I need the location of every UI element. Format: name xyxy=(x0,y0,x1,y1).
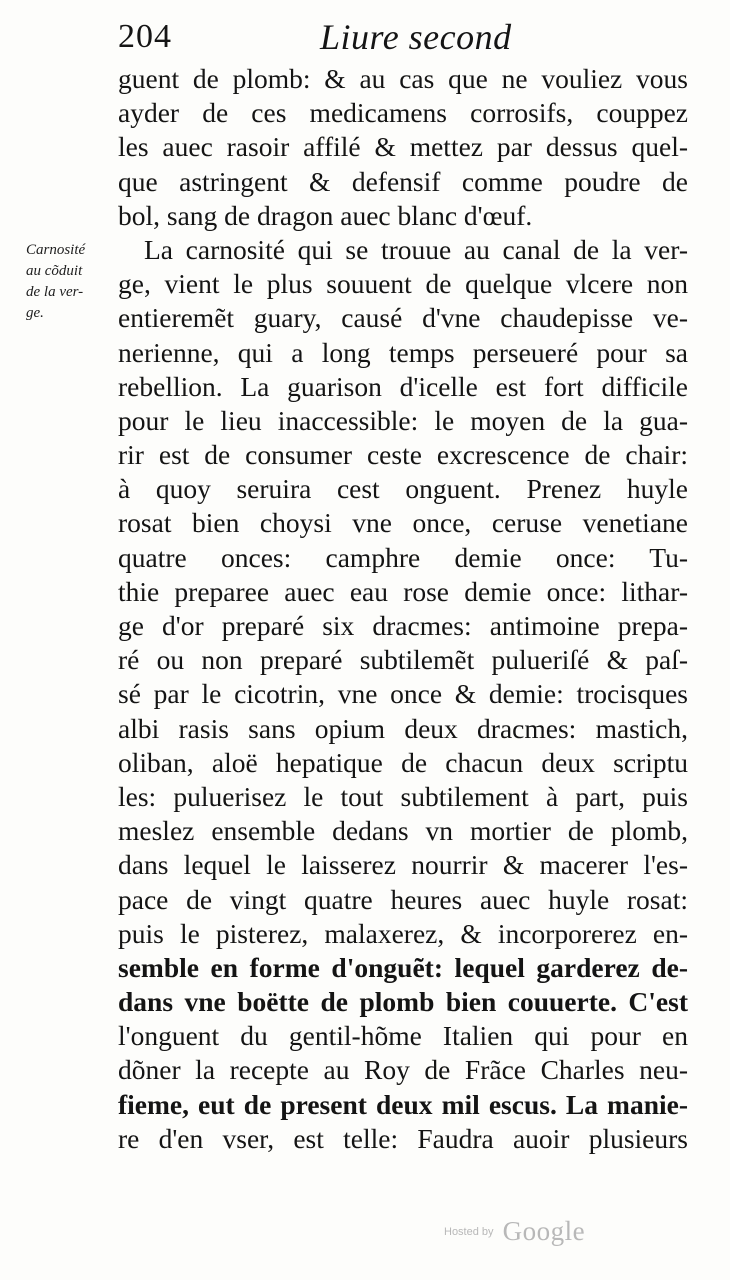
text-line: semble en forme d'onguẽt: lequel garderez de- xyxy=(118,951,688,983)
watermark-hosted-by: Hosted by xyxy=(444,1225,494,1238)
text-line: sé par le cicotrin, vne once & demie: trocisques xyxy=(118,678,688,710)
text-line: ge d'or preparé six dracmes: antimoine prepa- xyxy=(118,610,688,641)
text-line: ré ou non preparé subtilemẽt pulueriſé & paſ- xyxy=(118,644,688,676)
text-line: ayder de ces medicamens corrosifs, couppez xyxy=(118,97,688,129)
text-line: dõner la recepte au Roy de Frãce Charles neu- xyxy=(118,1054,688,1086)
text-line: nerienne, qui a long temps perseueré pour sa xyxy=(118,336,688,368)
google-logo: Google xyxy=(502,1216,586,1246)
text-line: dans vne boëtte de plomb bien couuerte. C'est xyxy=(118,986,688,1018)
text-line: entieremẽt guary, causé d'vne chaudepisse ve- xyxy=(118,302,688,334)
page-header xyxy=(118,14,678,60)
margin-note-line: ge. xyxy=(26,305,44,321)
text-line: l'onguent du gentil-hõme Italien qui pour en xyxy=(118,1020,688,1052)
margin-note-line: de la ver- xyxy=(26,284,84,300)
margin-note xyxy=(26,240,118,324)
text-line: ge, vient le plus souuent de quelque vlcere non xyxy=(118,268,688,300)
body-text xyxy=(118,62,688,1156)
text-line: à quoy seruira cest onguent. Prenez huyle xyxy=(118,473,688,505)
text-line: albi rasis sans opium deux dracmes: mastich, xyxy=(118,712,688,744)
text-line: les: puluerisez le tout subtilement à part, puis xyxy=(118,780,688,812)
text-line: guent de plomb: & au cas que ne vouliez vous xyxy=(118,63,688,94)
text-line: oliban, aloë hepatique de chacun deux scriptu xyxy=(118,746,688,778)
text-line: rir est de consumer ceste excrescence de chair: xyxy=(118,439,688,471)
google-watermark xyxy=(444,1216,585,1256)
text-line: thie preparee auec eau rose demie once: lithar- xyxy=(118,575,688,607)
text-line: pace de vingt quatre heures auec huyle rosat: xyxy=(118,883,688,915)
text-line: pour le lieu inaccessible: le moyen de la gua- xyxy=(118,404,688,436)
text-line: rebellion. La guarison d'icelle est fort difficile xyxy=(118,370,688,402)
running-title: Liure second xyxy=(320,17,512,57)
text-line: meslez ensemble dedans vn mortier de plomb, xyxy=(118,815,688,847)
text-line: puis le pisterez, malaxerez, & incorporerez en- xyxy=(118,917,688,949)
text-line: La carnosité qui se trouue au canal de la ver- xyxy=(144,233,688,265)
text-line: que astringent & defensif comme poudre de xyxy=(118,165,688,197)
margin-note-line: Carnosité xyxy=(26,242,86,258)
text-line: bol, sang de dragon auec blanc d'œuf. xyxy=(118,199,533,231)
text-line: rosat bien choysi vne once, ceruse venetiane xyxy=(118,507,688,539)
text-line: re d'en vser, est telle: Faudra auoir plusieurs xyxy=(118,1122,688,1154)
text-line: dans lequel le laisserez nourrir & macerer l'es- xyxy=(118,849,688,881)
page-number: 204 xyxy=(118,18,172,55)
text-line: quatre onces: camphre demie once: Tu- xyxy=(118,541,688,573)
text-line: fieme, eut de present deux mil escus. La manie- xyxy=(118,1088,688,1120)
text-line: les auec rasoir affilé & mettez par dessus quel- xyxy=(118,131,688,163)
margin-note-line: au cõduit xyxy=(26,263,83,279)
